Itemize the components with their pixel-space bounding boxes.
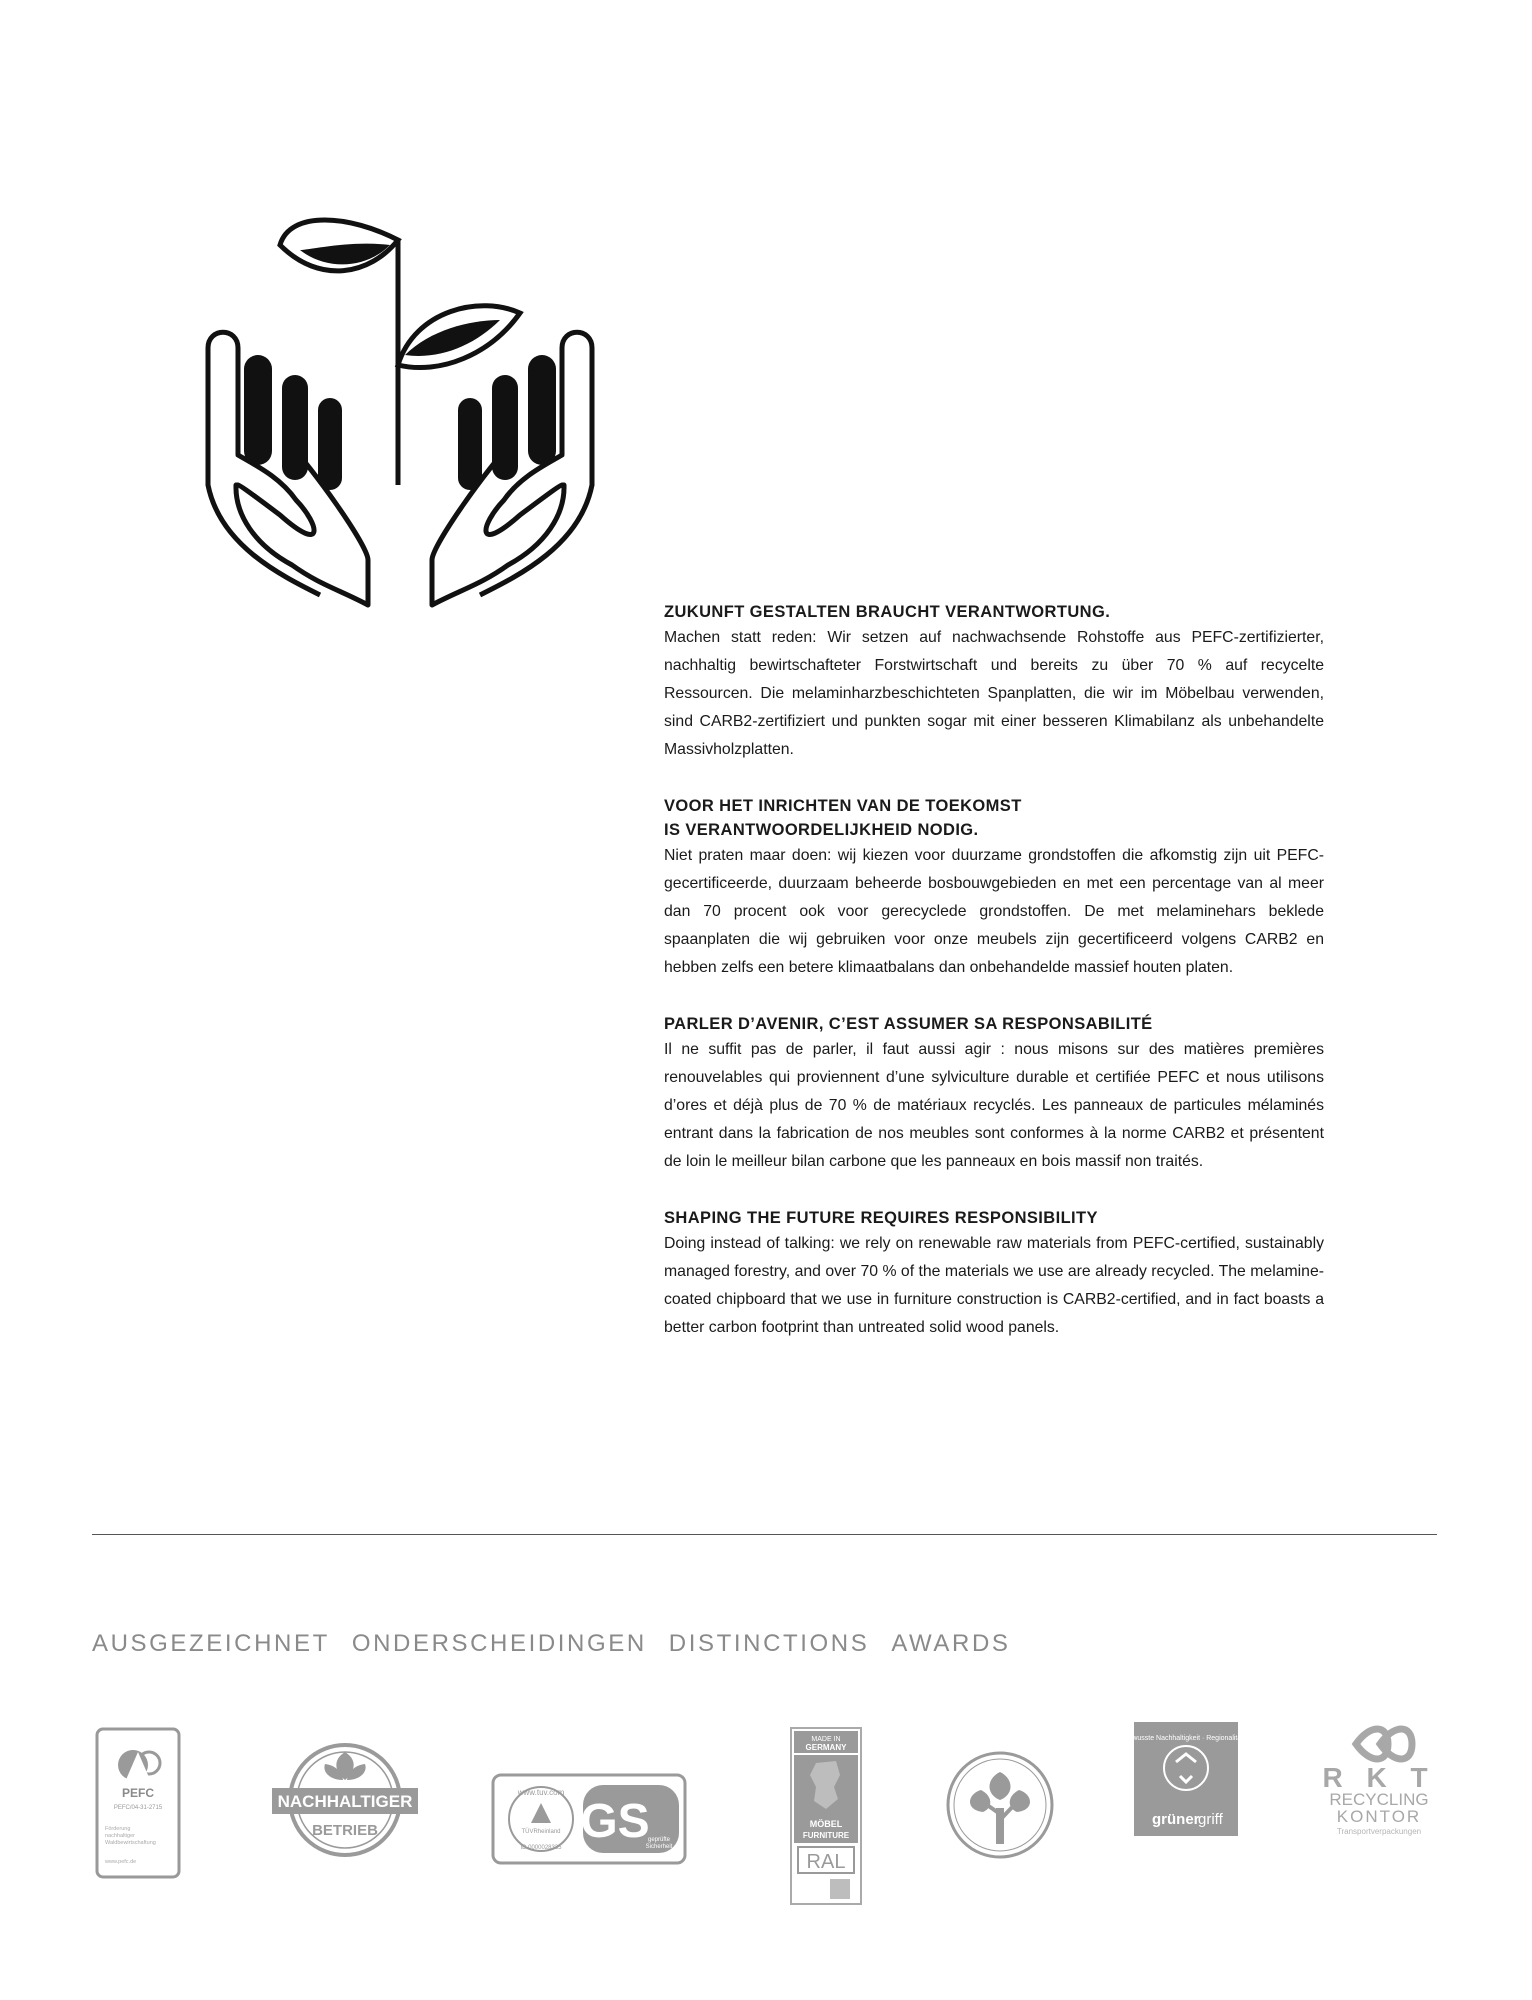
- section-english: [664, 1206, 1324, 1342]
- section-body: Machen statt reden: Wir setzen auf nachwachsende Rohstoffe aus PEFC-zertifizierter, nachhaltig bewirtschafteter Forstwirtschaft und bereits zu über 70 % auf recycelte Ressourcen. Die melaminharzbeschichteten Spanplatten, die wir im Möbelbau verwenden, sind CARB2-zertifiziert und punkten sogar mit einer besseren Klimabilanz als unbehandelte Massivholzplatten.: [664, 629, 1324, 758]
- pefc-line: Förderung: [105, 1826, 131, 1832]
- awards-heading-nl: ONDERSCHEIDINGEN: [351, 1630, 647, 1657]
- rkt-logo: [1318, 1722, 1440, 1840]
- gruenergriff-light: griff: [1198, 1811, 1223, 1828]
- ral-text: RAL: [806, 1851, 846, 1873]
- divider: [92, 1534, 1437, 1535]
- section-body: Doing instead of talking: we rely on renewable raw materials from PEFC-certified, sustainably managed forestry, and over 70 % of the materials we use are already recycled. The melamine-coated chipboard that we use in furniture construction is CARB2-certified, and in fact boasts a better carbon footprint than untreated solid wood panels.: [664, 1235, 1324, 1336]
- section-german: [664, 600, 1324, 764]
- tree-logo: [945, 1750, 1055, 1860]
- badge-bottom-text: BETRIEB: [312, 1822, 378, 1839]
- awards-heading-fr: DISTINCTIONS: [668, 1630, 870, 1657]
- tuv-brand: TÜVRheinland: [521, 1829, 561, 1835]
- pefc-text: PEFC: [121, 1786, 155, 1800]
- mig-mid: FURNITURE: [802, 1831, 850, 1840]
- gs-note: geprüfte: [647, 1837, 671, 1843]
- gruenergriff-arc: bewusste Nachhaltigkeit · Regionalität ·: [1124, 1735, 1248, 1742]
- badge-top-text: NACHHALTIGER: [277, 1792, 413, 1811]
- tree-icon: [945, 1750, 1055, 1860]
- section-title: SHAPING THE FUTURE REQUIRES RESPONSIBILITY: [664, 1209, 1098, 1227]
- qr-code-icon: [830, 1879, 850, 1899]
- rkt-letters: R K T: [1322, 1762, 1436, 1793]
- tuv-url: www.tuv.com: [517, 1788, 565, 1797]
- pefc-code: PEFC/04-31-2715: [113, 1805, 163, 1811]
- section-title: ZUKUNFT GESTALTEN BRAUCHT VERANTWORTUNG.: [664, 603, 1111, 621]
- mig-top: GERMANY: [805, 1743, 847, 1752]
- section-title: PARLER D’AVENIR, C’EST ASSUMER SA RESPONSABILITÉ: [664, 1015, 1153, 1033]
- gruenergriff-logo: [1124, 1722, 1248, 1836]
- section-french: [664, 1012, 1324, 1176]
- gs-note: Sicherheit: [645, 1844, 673, 1850]
- awards-heading-en: AWARDS: [891, 1630, 1011, 1657]
- nachhaltiger-betrieb-logo: [270, 1738, 420, 1862]
- section-dutch: [664, 794, 1324, 982]
- made-in-germany-ral-logo: [790, 1727, 862, 1905]
- awards-heading: [92, 1630, 1011, 1658]
- tuv-gs-logo: [491, 1773, 687, 1865]
- section-body: Niet praten maar doen: wij kiezen voor duurzame grondstoffen die afkomstig zijn uit PEFC-gecertificeerde, duurzaam beheerde bosbouwgebieden en met een percentage van al meer dan 70 procent ook voor gerecyclede grondstoffen. De met melaminehars beklede spaanplaten die wij gebruiken voor onze meubels zijn gecertificeerd volgens CARB2 en hebben zelfs een betere klimaatbalans dan onbehandelde massief houten platen.: [664, 847, 1324, 976]
- text-column: [664, 600, 1324, 1372]
- rkt-line: KONTOR: [1336, 1807, 1422, 1826]
- pefc-logo: [95, 1727, 181, 1879]
- hands-sprout-icon: [200, 215, 600, 605]
- gruenergriff-bold: grüner: [1152, 1811, 1200, 1828]
- mig-top: MADE IN: [811, 1736, 841, 1743]
- gs-icon: GS: [580, 1795, 650, 1848]
- rkt-line: RECYCLING: [1329, 1790, 1429, 1809]
- pefc-line: nachhaltiger: [105, 1833, 135, 1839]
- pefc-url: www.pefc.de: [105, 1859, 137, 1865]
- rkt-line: Transportverpackungen: [1336, 1827, 1422, 1836]
- tuv-id: ID 0000028335: [520, 1845, 562, 1851]
- pefc-line: Waldbewirtschaftung: [105, 1840, 156, 1846]
- section-body: Il ne suffit pas de parler, il faut aussi agir : nous misons sur des matières premières renouvelables qui proviennent d’une sylviculture durable et certifiée PEFC et nous utilisons d’ores et déjà plus de 70 % de matériaux recyclés. Les panneaux de particules mélaminés entrant dans la fabrication de nos meubles sont conformes à la norme CARB2 et présentent de loin le meilleur bilan carbone que les panneaux en bois massif non traités.: [664, 1041, 1324, 1170]
- section-title: VOOR HET INRICHTEN VAN DE TOEKOMST IS VERANTWOORDELIJKHEID NODIG.: [664, 797, 1022, 839]
- mig-mid: MÖBEL: [809, 1819, 843, 1829]
- awards-heading-de: AUSGEZEICHNET: [92, 1630, 330, 1657]
